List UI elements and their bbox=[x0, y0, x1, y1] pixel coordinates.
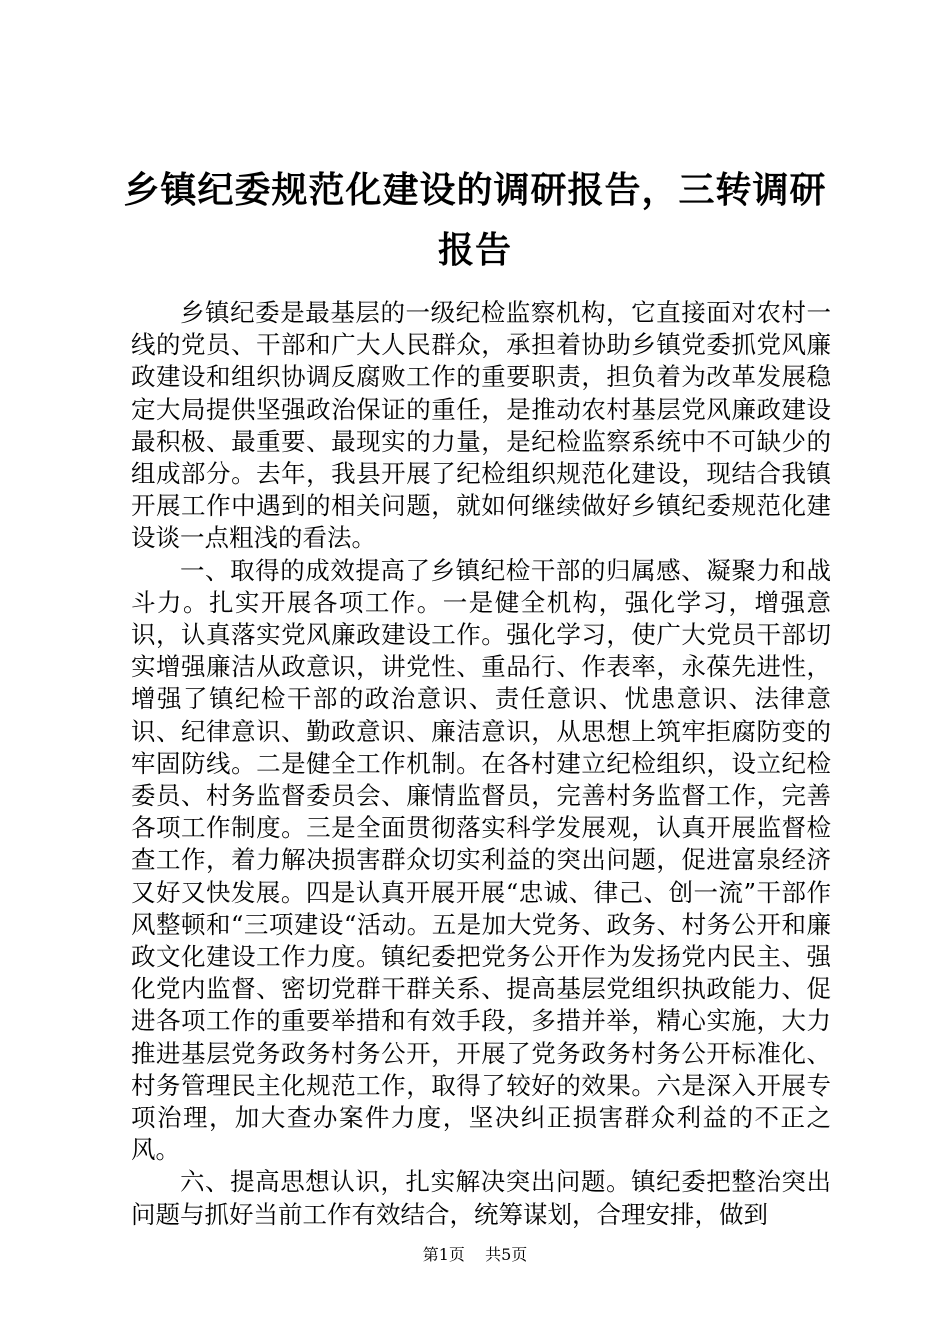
document-title: 乡镇纪委规范化建设的调研报告，三转调研报告 bbox=[123, 169, 827, 271]
page-total: 共5页 bbox=[485, 1245, 528, 1264]
document-body bbox=[131, 297, 831, 1231]
page-number: 第1页 bbox=[422, 1245, 465, 1264]
body-paragraph: 六、提高思想认识，扎实解决突出问题。镇纪委把整治突出问题与抓好当前工作有效结合，统筹谋划，合理安排，做到 bbox=[131, 1167, 831, 1229]
body-paragraph: 一、取得的成效提高了乡镇纪检干部的归属感、凝聚力和战斗力。扎实开展各项工作。一是健全机构，强化学习，增强意识，认真落实党风廉政建设工作。强化学习，使广大党员干部切实增强廉洁从政意识，讲党性、重品行、作表率，永葆先进性，增强了镇纪检干部的政治意识、责任意识、忧患意识、法律意识、纪律意识、勤政意识、廉洁意识，从思想上筑牢拒腐防变的牢固防线。二是健全工作机制。在各村建立纪检组织，设立纪检委员、村务监督委员会、廉情监督员，完善村务监督工作，完善各项工作制度。三是全面贯彻落实科学发展观，认真开展监督检查工作，着力解决损害群众切实利益的突出问题，促进富泉经济又好又快发展。四是认真开展开展“忠诚、律己、创一流”干部作风整顿和“三项建设“活动。五是加大党务、政务、村务公开和廉政文化建设工作力度。镇纪委把党务公开作为发扬党内民主、强化党内监督、密切党群干群关系、提高基层党组织执政能力、促进各项工作的重要举措和有效手段，多措并举，精心实施，大力推进基层党务政务村务公开，开展了党务政务村务公开标准化、村务管理民主化规范工作，取得了较好的效果。六是深入开展专项治理，加大查办案件力度，坚决纠正损害群众利益的不正之风。 bbox=[131, 555, 831, 1165]
page-footer bbox=[0, 1244, 950, 1266]
body-paragraph: 乡镇纪委是最基层的一级纪检监察机构，它直接面对农村一线的党员、干部和广大人民群众，承担着协助乡镇党委抓党风廉政建设和组织协调反腐败工作的重要职责，担负着为改革发展稳定大局提供坚强政治保证的重任，是推动农村基层党风廉政建设最积极、最重要、最现实的力量，是纪检监察系统中不可缺少的组成部分。去年，我县开展了纪检组织规范化建设，现结合我镇开展工作中遇到的相关问题，就如何继续做好乡镇纪委规范化建设谈一点粗浅的看法。 bbox=[131, 298, 831, 553]
